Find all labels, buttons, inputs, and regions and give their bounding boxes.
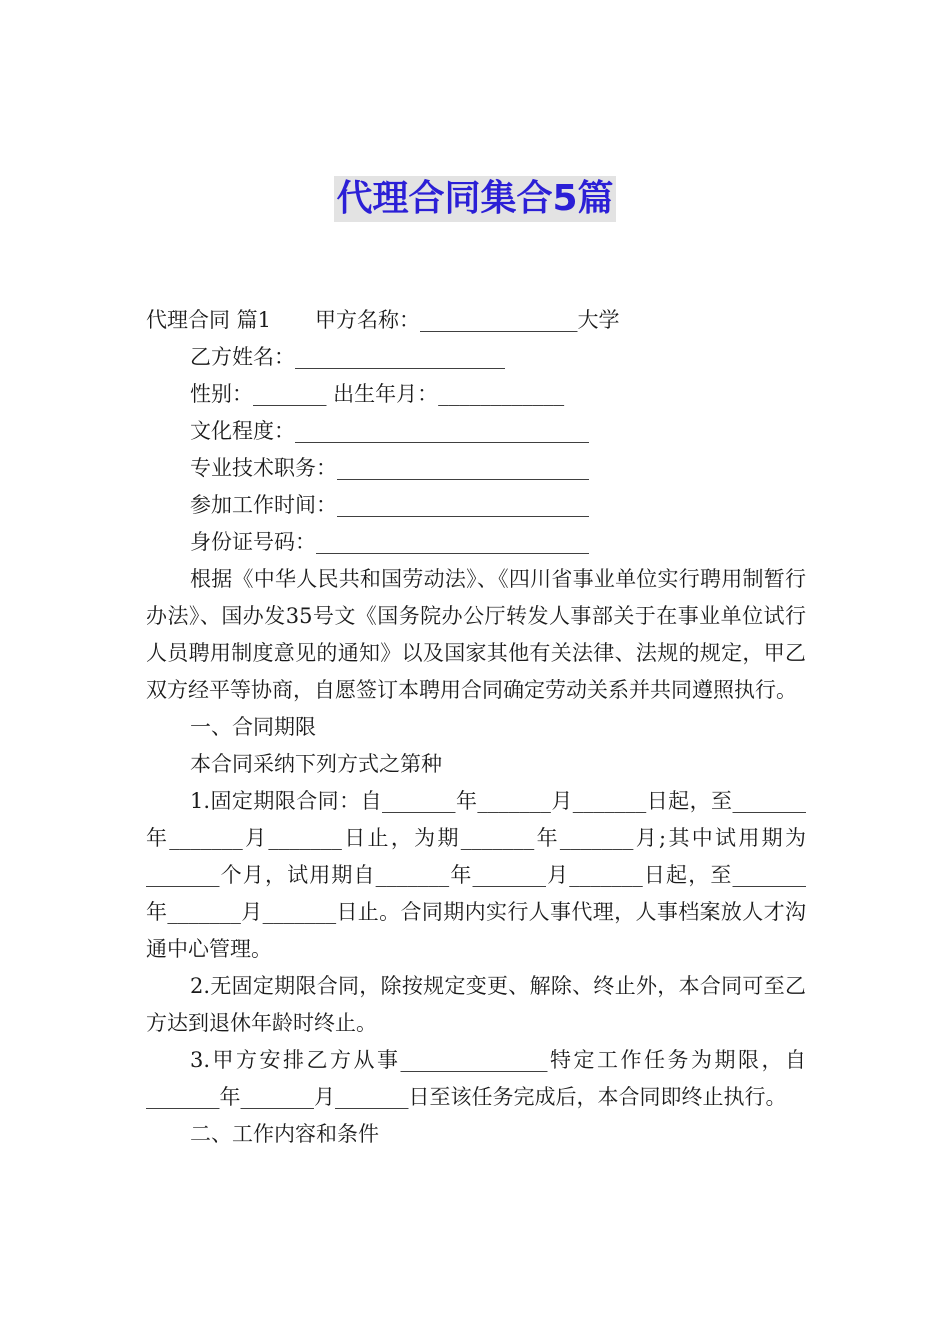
work-start-field: 参加工作时间：________________________ (190, 493, 589, 517)
section-heading-1: 代理合同 篇1 (146, 308, 272, 332)
work-content-heading: 二、工作内容和条件 (190, 1122, 379, 1146)
preamble-paragraph: 根据《中华人民共和国劳动法》、《四川省事业单位实行聘用制暂行办法》、国办发35号文《国务院办公厅转发人事部关于在事业单位试行人员聘用制度意见的通知》以及国家其他有关法律、法规的规定，甲乙双方经平等协商，自愿签订本聘用合同确定劳动关系并共同遵照执行。 (146, 567, 806, 702)
gender-birth-field: 性别：_______ 出生年月：____________ (190, 382, 565, 406)
task-term-paragraph: 3.甲方安排乙方从事______________特定工作任务为期限，自_______年_______月_______日至该任务完成后，本合同即终止执行。 (146, 1048, 806, 1109)
fixed-term-paragraph: 1.固定期限合同：自_______年_______月_______日起，至_______年_______月_______日止，为期_______年_______月;其中试用期为 _______个月，试用期自_______年_______月_______日起，至_______年_______月_______日止。合同期内实行人事代理，人事档案放人才沟通中心管理。 (146, 789, 806, 961)
document-title-wrap (0, 176, 950, 222)
party-a-name-field: 甲方名称：_______________大学 (315, 308, 620, 332)
education-field: 文化程度：____________________________ (190, 419, 589, 443)
professional-title-field: 专业技术职务：________________________ (190, 456, 589, 480)
document-title: 代理合同集合5篇 (334, 176, 615, 222)
first-line (146, 302, 806, 339)
document-body (146, 302, 806, 1153)
contract-method-line: 本合同采纳下列方式之第种 (190, 752, 442, 776)
open-term-paragraph: 2.无固定期限合同，除按规定变更、解除、终止外，本合同可至乙方达到退休年龄时终止。 (146, 974, 806, 1035)
id-number-field: 身份证号码：__________________________ (190, 530, 589, 554)
party-b-name-field: 乙方姓名：____________________ (190, 345, 505, 369)
contract-term-heading: 一、合同期限 (190, 715, 316, 739)
